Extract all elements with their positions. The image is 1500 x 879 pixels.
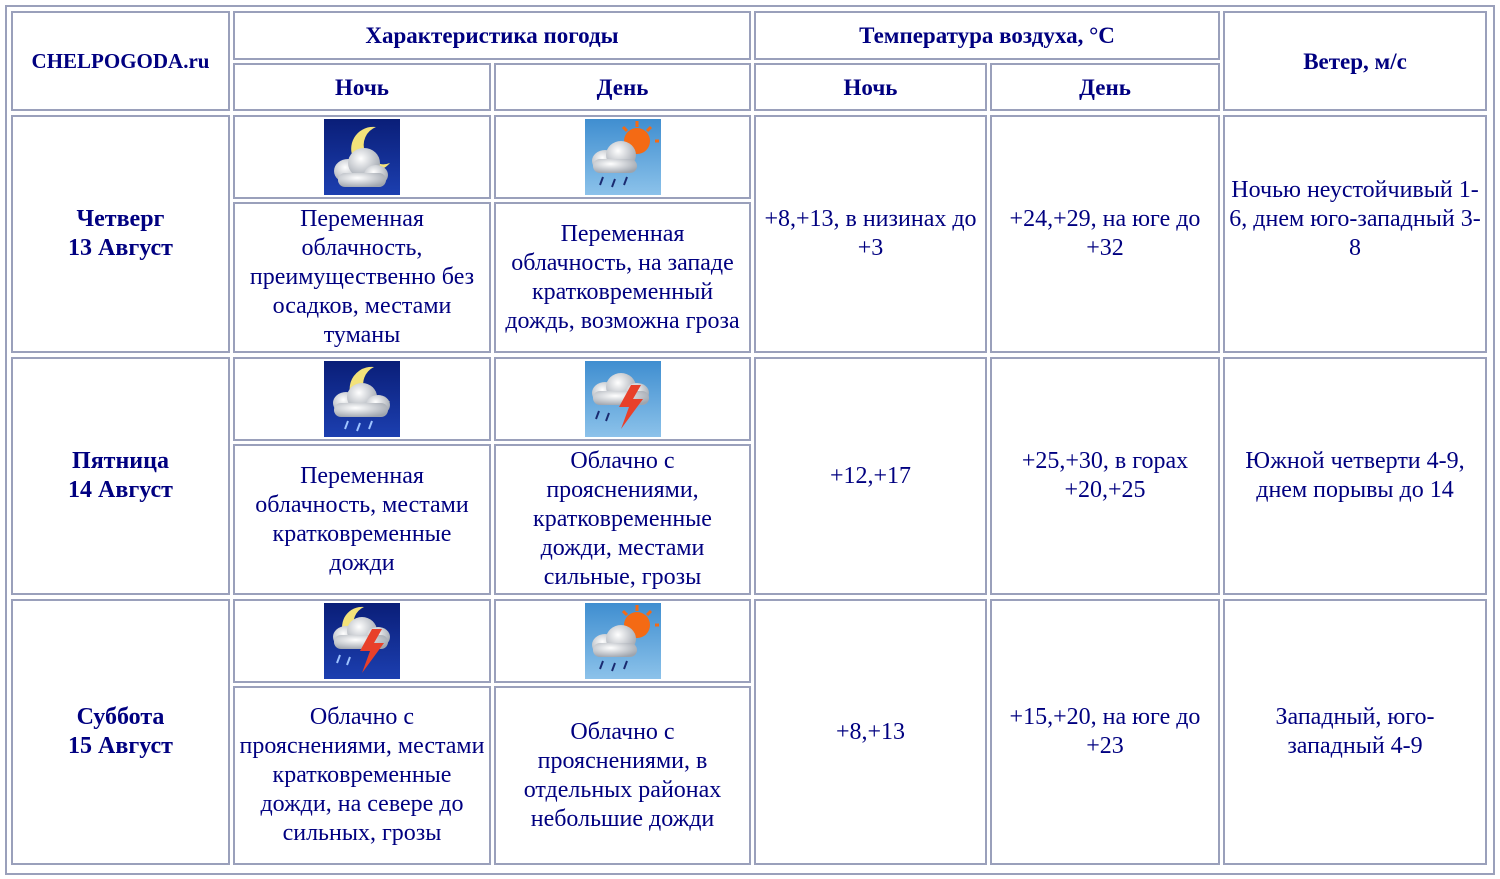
temp-day: +15,+20, на юге до +23 — [990, 599, 1220, 865]
wind-value: Ночью неустойчивый 1-6, днем юго-западный 3-8 — [1223, 115, 1487, 353]
wind-header: Ветер, м/с — [1223, 11, 1487, 111]
weather-day-header: День — [494, 63, 751, 111]
moon-cloud-icon — [324, 119, 400, 195]
sun-cloud-rain-icon — [585, 603, 661, 679]
day-label: Четверг 13 Август — [11, 115, 230, 353]
sun-cloud-rain-icon — [585, 119, 661, 195]
day-icon-cell — [494, 357, 751, 441]
day-label: Пятница 14 Август — [11, 357, 230, 595]
air-temp-header: Температура воздуха, °С — [754, 11, 1220, 60]
brand-header: CHELPOGODA.ru — [11, 11, 230, 111]
temp-night-header: Ночь — [754, 63, 987, 111]
cloud-lightning-icon — [585, 361, 661, 437]
night-icon-cell — [233, 599, 491, 683]
wind-value: Западный, юго-западный 4-9 — [1223, 599, 1487, 865]
temp-night: +8,+13, в низинах до +3 — [754, 115, 987, 353]
day-description: Переменная облачность, на западе кратковременный дождь, возможна гроза — [494, 202, 751, 353]
temp-day: +25,+30, в горах +20,+25 — [990, 357, 1220, 595]
temp-day: +24,+29, на юге до +32 — [990, 115, 1220, 353]
day-icon-cell — [494, 599, 751, 683]
temp-night: +8,+13 — [754, 599, 987, 865]
temp-night: +12,+17 — [754, 357, 987, 595]
night-description: Облачно с прояснениями, местами кратковременные дожди, на севере до сильных, грозы — [233, 686, 491, 865]
day-label: Суббота 15 Август — [11, 599, 230, 865]
day-icon-cell — [494, 115, 751, 199]
night-description: Переменная облачность, местами кратковременные дожди — [233, 444, 491, 595]
temp-day-header: День — [990, 63, 1220, 111]
night-description: Переменная облачность, преимущественно без осадков, местами туманы — [233, 202, 491, 353]
night-icon-cell — [233, 357, 491, 441]
weather-night-header: Ночь — [233, 63, 491, 111]
wind-value: Южной четверти 4-9, днем порывы до 14 — [1223, 357, 1487, 595]
night-icon-cell — [233, 115, 491, 199]
day-description: Облачно с прояснениями, в отдельных районах небольшие дожди — [494, 686, 751, 865]
moon-cloud-lightning-icon — [324, 603, 400, 679]
weather-char-header: Характеристика погоды — [233, 11, 751, 60]
day-description: Облачно с прояснениями, кратковременные дожди, местами сильные, грозы — [494, 444, 751, 595]
moon-cloud-rain-icon — [324, 361, 400, 437]
